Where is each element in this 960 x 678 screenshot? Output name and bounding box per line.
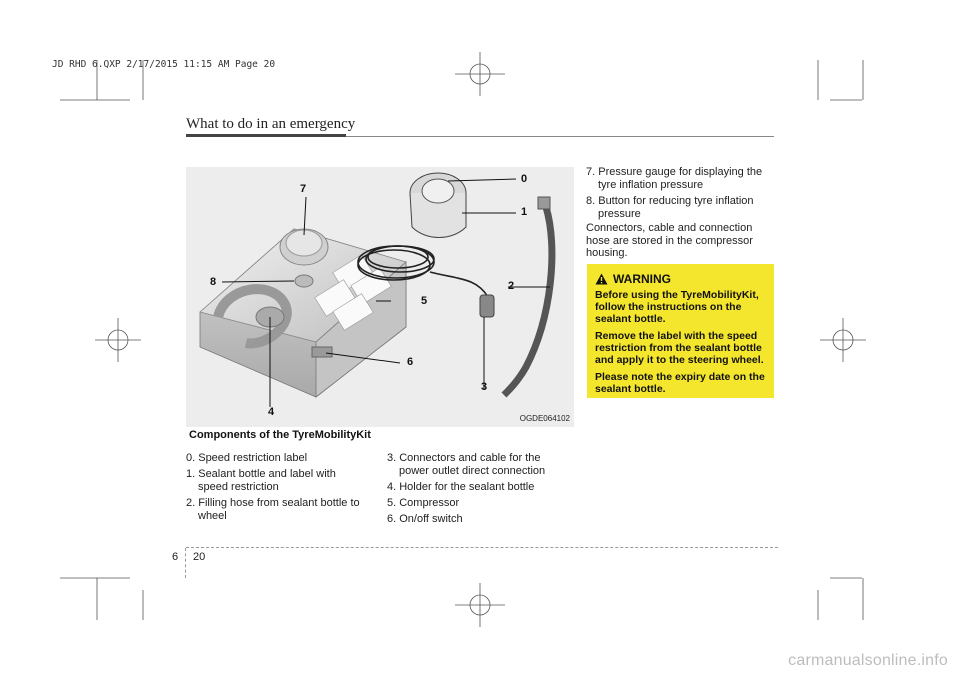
list-item: 6. On/off switch bbox=[387, 513, 463, 525]
warning-box bbox=[587, 264, 774, 398]
watermark: carmanualsonline.info bbox=[788, 652, 948, 669]
components-list-col1 bbox=[186, 452, 372, 526]
callout-7: 7 bbox=[300, 183, 307, 195]
list-item: 1. Sealant bottle and label with speed restriction bbox=[186, 468, 336, 493]
footer-divider bbox=[185, 548, 186, 578]
tyre-mobility-kit-figure bbox=[186, 167, 574, 427]
chapter-number: 6 bbox=[172, 551, 179, 563]
callout-5: 5 bbox=[421, 295, 428, 307]
figure-caption: Components of the TyreMobilityKit bbox=[189, 429, 371, 441]
print-slug: JD RHD 6.QXP 2/17/2015 11:15 AM Page 20 bbox=[52, 59, 276, 70]
callout-3: 3 bbox=[481, 381, 488, 393]
warning-triangle-icon bbox=[595, 273, 608, 285]
warning-text: Please note the expiry date on the sealant bottle. bbox=[595, 371, 765, 395]
figure-code: OGDE064102 bbox=[519, 414, 570, 423]
callout-2: 2 bbox=[508, 280, 515, 292]
callout-8: 8 bbox=[210, 276, 217, 288]
title-rule-accent bbox=[186, 134, 346, 137]
warning-text: Before using the TyreMobilityKit, follow the instructions on the sealant bottle. bbox=[595, 289, 759, 325]
list-item: 0. Speed restriction label bbox=[186, 452, 308, 464]
warning-title: WARNING bbox=[613, 272, 671, 286]
callout-0: 0 bbox=[521, 173, 528, 185]
callout-4: 4 bbox=[268, 406, 275, 418]
list-item: 5. Compressor bbox=[387, 497, 460, 509]
list-item: 2. Filling hose from sealant bottle to wheel bbox=[186, 497, 360, 522]
warning-text: Remove the label with the speed restriction from the sealant bottle and apply it to the steering wheel. bbox=[595, 330, 764, 366]
callout-1: 1 bbox=[521, 206, 528, 218]
compressor-illustration bbox=[186, 167, 574, 427]
components-list-col3 bbox=[586, 166, 774, 224]
components-list-col2 bbox=[387, 452, 574, 529]
page-number: 20 bbox=[193, 551, 206, 563]
section-title: What to do in an emergency bbox=[186, 116, 356, 132]
list-item: 4. Holder for the sealant bottle bbox=[387, 481, 535, 493]
callout-6: 6 bbox=[407, 356, 414, 368]
list-item: 8. Button for reducing tyre inflation pressure bbox=[586, 195, 754, 220]
list-item: 3. Connectors and cable for the power outlet direct connection bbox=[387, 452, 546, 477]
footer-rule bbox=[186, 547, 778, 548]
list-item: 7. Pressure gauge for displaying the tyre inflation pressure bbox=[586, 166, 763, 191]
warning-header bbox=[595, 272, 766, 286]
storage-note: Connectors, cable and connection hose are stored in the compressor housing. bbox=[586, 222, 753, 259]
